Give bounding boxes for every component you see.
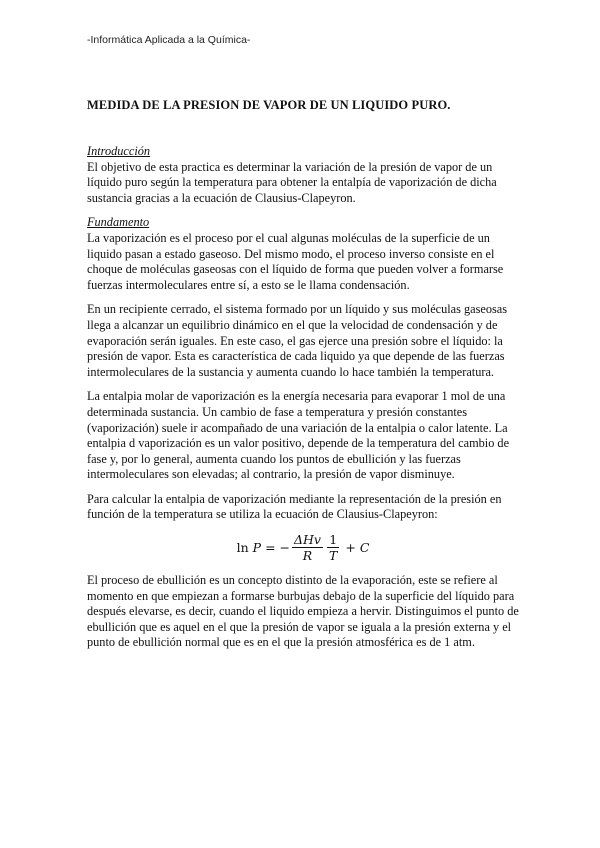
- formula-fraction-enthalpy: [292, 532, 323, 563]
- formula-fraction-temperature: [327, 532, 339, 563]
- paragraph: En un recipiente cerrado, el sistema formado por un líquido y sus moléculas gaseosas llega a alcanzar un equilibrio dinámico en el que la velocidad de condensación y de evaporación serán iguales. En este caso, el gas ejerce una presión sobre el líquido: la presión de vapor. Esta es característica de cada liquido ya que depende de las fuerzas intermoleculares de la sustancia y aumenta cuando lo hace también la temperatura.: [87, 302, 508, 379]
- page-header: -Informática Aplicada a la Química-: [87, 34, 251, 46]
- section-heading-fundamento: Fundamento: [87, 215, 150, 230]
- formula-denominator: R: [302, 548, 313, 564]
- formula-equals-minus: = −: [265, 539, 290, 555]
- formula-pressure-var: P: [252, 539, 262, 555]
- paragraph: Para calcular la entalpia de vaporización mediante la representación de la presión en función de la temperatura se utiliza la ecuación de Clausius-Clapeyron:: [87, 491, 502, 522]
- document-body: [87, 144, 519, 660]
- paragraph: El objetivo de esta practica es determinar la variación de la presión de vapor de un líquido puro según la temperatura para obtener la entalpía de vaporización de dicha sustancia gracias a la ecuación de Clausius-Clapeyron.: [87, 159, 497, 205]
- formula-numerator-2: 1: [329, 532, 338, 548]
- formula-denominator-2: T: [329, 548, 338, 564]
- formula-constant: C: [359, 539, 370, 555]
- formula-ln: ln: [236, 539, 249, 555]
- formula-numerator: ΔHv: [294, 532, 321, 548]
- paragraph: La entalpia molar de vaporización es la energía necesaria para evaporar 1 mol de una determinada sustancia. Un cambio de fase a temperatura y presión constantes (vaporización) suele ir acompañado de una variación de la entalpia o calor latente. La entalpia d vaporización es un valor positivo, depende de la temperatura del cambio de fase y, por lo general, aumenta cuando los puntos de ebullición y las fuerzas intermoleculares son elevadas; al contrario, la presión de vapor disminuye.: [87, 389, 510, 482]
- formula-plus: +: [345, 539, 356, 555]
- document-title: MEDIDA DE LA PRESION DE VAPOR DE UN LIQUIDO PURO.: [87, 98, 451, 112]
- clausius-clapeyron-equation: [87, 532, 519, 563]
- section-heading-introduccion: Introducción: [87, 144, 151, 158]
- paragraph: La vaporización es el proceso por el cual algunas moléculas de la superficie de un liquido pasan a estado gaseoso. Del mismo modo, el proceso inverso consiste en el choque de moléculas gaseosas con el líquido de forma que pueden volver a formarse fuerzas intermoleculares entre sí, a esto se le llama condensación.: [87, 230, 504, 292]
- paragraph: El proceso de ebullición es un concepto distinto de la evaporación, este se refiere al momento en que empiezan a formarse burbujas debajo de la superficie del líquido para después elevarse, es decir, cuando el liquido empieza a hervir. Distinguimos el punto de ebullición que es aquel en el que la presión de vapor se iguala a la presión externa y el punto de ebullición normal que es en el que la presión atmosférica es de 1 atm.: [87, 573, 519, 650]
